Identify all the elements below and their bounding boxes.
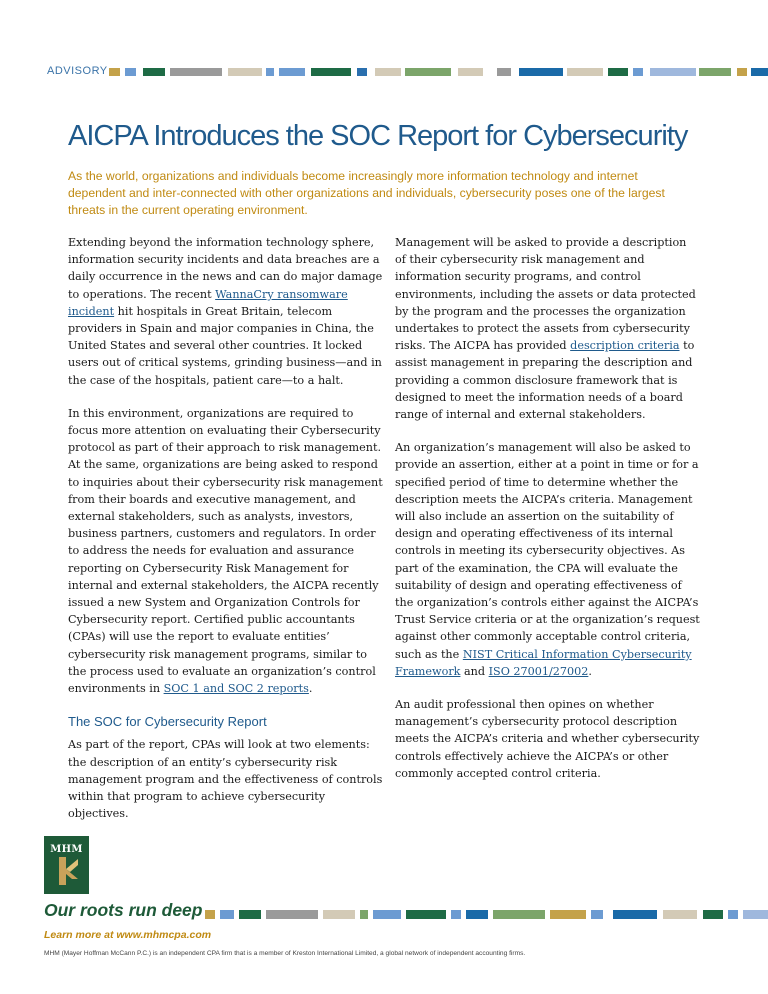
soc-reports-link[interactable]: SOC 1 and SOC 2 reports xyxy=(163,682,309,696)
page-title: AICPA Introduces the SOC Report for Cybersecurity xyxy=(68,120,688,152)
wannacry-link[interactable]: WannaCry ransomware incident xyxy=(68,287,348,318)
tree-roots-icon xyxy=(52,855,82,887)
section-subheading: The SOC for Cybersecurity Report xyxy=(68,714,267,730)
strip-block xyxy=(451,910,461,919)
strip-block xyxy=(279,68,305,76)
strip-block xyxy=(751,68,768,76)
text: Extending beyond the information technology sphere, information security incidents and data breaches are a daily occurrence in the news and can do major damage to operations. The recent xyxy=(68,236,383,301)
strip-block xyxy=(266,910,318,919)
strip-block xyxy=(205,910,215,919)
disclaimer: MHM (Mayer Hoffman McCann P.C.) is an independent CPA firm that is a member of Kreston International Limited, a global network of independent accounting firms. xyxy=(44,950,526,957)
strip-block xyxy=(550,910,586,919)
paragraph xyxy=(68,405,383,697)
strip-block xyxy=(728,910,738,919)
paragraph: As part of the report, CPAs will look at two elements: the description of an entity’s cybersecurity risk management program and the effectiveness of controls within that program to achieve cybersecurity objectives. xyxy=(68,738,383,821)
text: hit hospitals in Great Britain, telecom providers in Spain and major companies in China, the United States and several other countries. It locked users out of critical systems, grinding business—and in the case of the hospitals, patient care—to a halt. xyxy=(68,304,382,387)
strip-block xyxy=(591,910,603,919)
strip-block xyxy=(220,910,234,919)
tagline: Our roots run deep xyxy=(44,900,203,920)
paragraph: An audit professional then opines on whether management’s cybersecurity protocol description meets the AICPA’s criteria and whether cybersecurity controls effectively achieve the AICPA’s or other commonly accepted control criteria. xyxy=(395,698,700,780)
section-label: ADVISORY xyxy=(47,65,108,77)
text: Management will be asked to provide a description of their cybersecurity risk management and information security programs, and control environments, including the assets or data protected by the program and the processes the organization undertakes to protect the assets from cybersecurity risks. The AICPA has provided xyxy=(395,236,696,353)
strip-block xyxy=(493,910,545,919)
description-criteria-link[interactable]: description criteria xyxy=(570,339,680,353)
paragraph xyxy=(68,234,383,389)
learn-more-link[interactable]: Learn more at www.mhmcpa.com xyxy=(44,929,212,941)
strip-block xyxy=(406,910,446,919)
intro-paragraph: As the world, organizations and individuals become increasingly more information technology and internet dependent and inter-connected with other organizations and individuals, cybersecurity poses one of the largest threats in the current operating environment. xyxy=(68,169,665,217)
strip-block xyxy=(650,68,696,76)
paragraph xyxy=(395,234,700,423)
strip-block xyxy=(737,68,747,76)
strip-block xyxy=(170,68,222,76)
strip-block xyxy=(699,68,731,76)
right-column xyxy=(395,234,700,798)
strip-block xyxy=(311,68,351,76)
strip-block xyxy=(109,68,120,76)
strip-block xyxy=(143,68,165,76)
strip-block xyxy=(360,910,368,919)
strip-block xyxy=(466,910,488,919)
header-strip xyxy=(47,66,768,77)
strip-block xyxy=(373,910,401,919)
left-column xyxy=(68,234,383,839)
logo-text: MHM xyxy=(50,844,83,855)
nist-framework-link[interactable]: NIST Critical Information Cybersecurity Framework xyxy=(395,647,692,678)
strip-block xyxy=(663,910,697,919)
strip-block xyxy=(375,68,401,76)
iso-link[interactable]: ISO 27001/27002 xyxy=(488,664,589,678)
strip-block xyxy=(703,910,723,919)
text: to assist management in preparing the description and providing a common disclosure framework that is designed to meet the information needs of a board range of internal and external stakeholders. xyxy=(395,339,695,422)
paragraph xyxy=(395,439,700,680)
strip-block xyxy=(125,68,136,76)
footer-color-strip xyxy=(205,910,768,919)
strip-block xyxy=(519,68,563,76)
strip-block xyxy=(266,68,274,76)
text: An organization’s management will also be asked to provide an assertion, either at a point in time or for a specified period of time to determine whether the description meets the AICPA’s criteria. Management will also include an assertion on the suitability of design and operating effectiveness of its internal controls in meeting its cybersecurity objectives. As part of the examination, the CPA will evaluate the suitability of design and operating effectiveness of the organization’s controls either against the AICPA’s Trust Service criteria or at the organization’s request against other commonly acceptable control criteria, such as the xyxy=(395,441,700,661)
strip-block xyxy=(357,68,367,76)
strip-block xyxy=(228,68,262,76)
strip-block xyxy=(405,68,451,76)
strip-block xyxy=(608,68,628,76)
strip-block xyxy=(497,68,511,76)
strip-block xyxy=(239,910,261,919)
strip-block xyxy=(458,68,483,76)
mhm-logo xyxy=(44,836,89,894)
text: . xyxy=(308,682,313,696)
text: and xyxy=(460,664,489,678)
text: In this environment, organizations are required to focus more attention on evaluating their Cybersecurity protocol as part of their approach to risk management. At the same, organizations are being asked to respond to inquiries about their cybersecurity risk management from their boards and executive management, and external stakeholders, such as analysts, investors, business partners, customers and regulators. In order to address the needs for evaluation and assurance reporting on Cybersecurity Risk Management for internal and external stakeholders, the AICPA recently issued a new System and Organization Controls for Cybersecurity report. Certified public accountants (CPAs) will use the report to evaluate entities’ cybersecurity risk management programs, similar to the process used to evaluate an organization’s control environments in xyxy=(68,406,383,696)
strip-block xyxy=(323,910,355,919)
strip-block xyxy=(567,68,603,76)
text: . xyxy=(588,664,592,678)
strip-block xyxy=(743,910,768,919)
strip-block xyxy=(613,910,657,919)
strip-block xyxy=(633,68,643,76)
